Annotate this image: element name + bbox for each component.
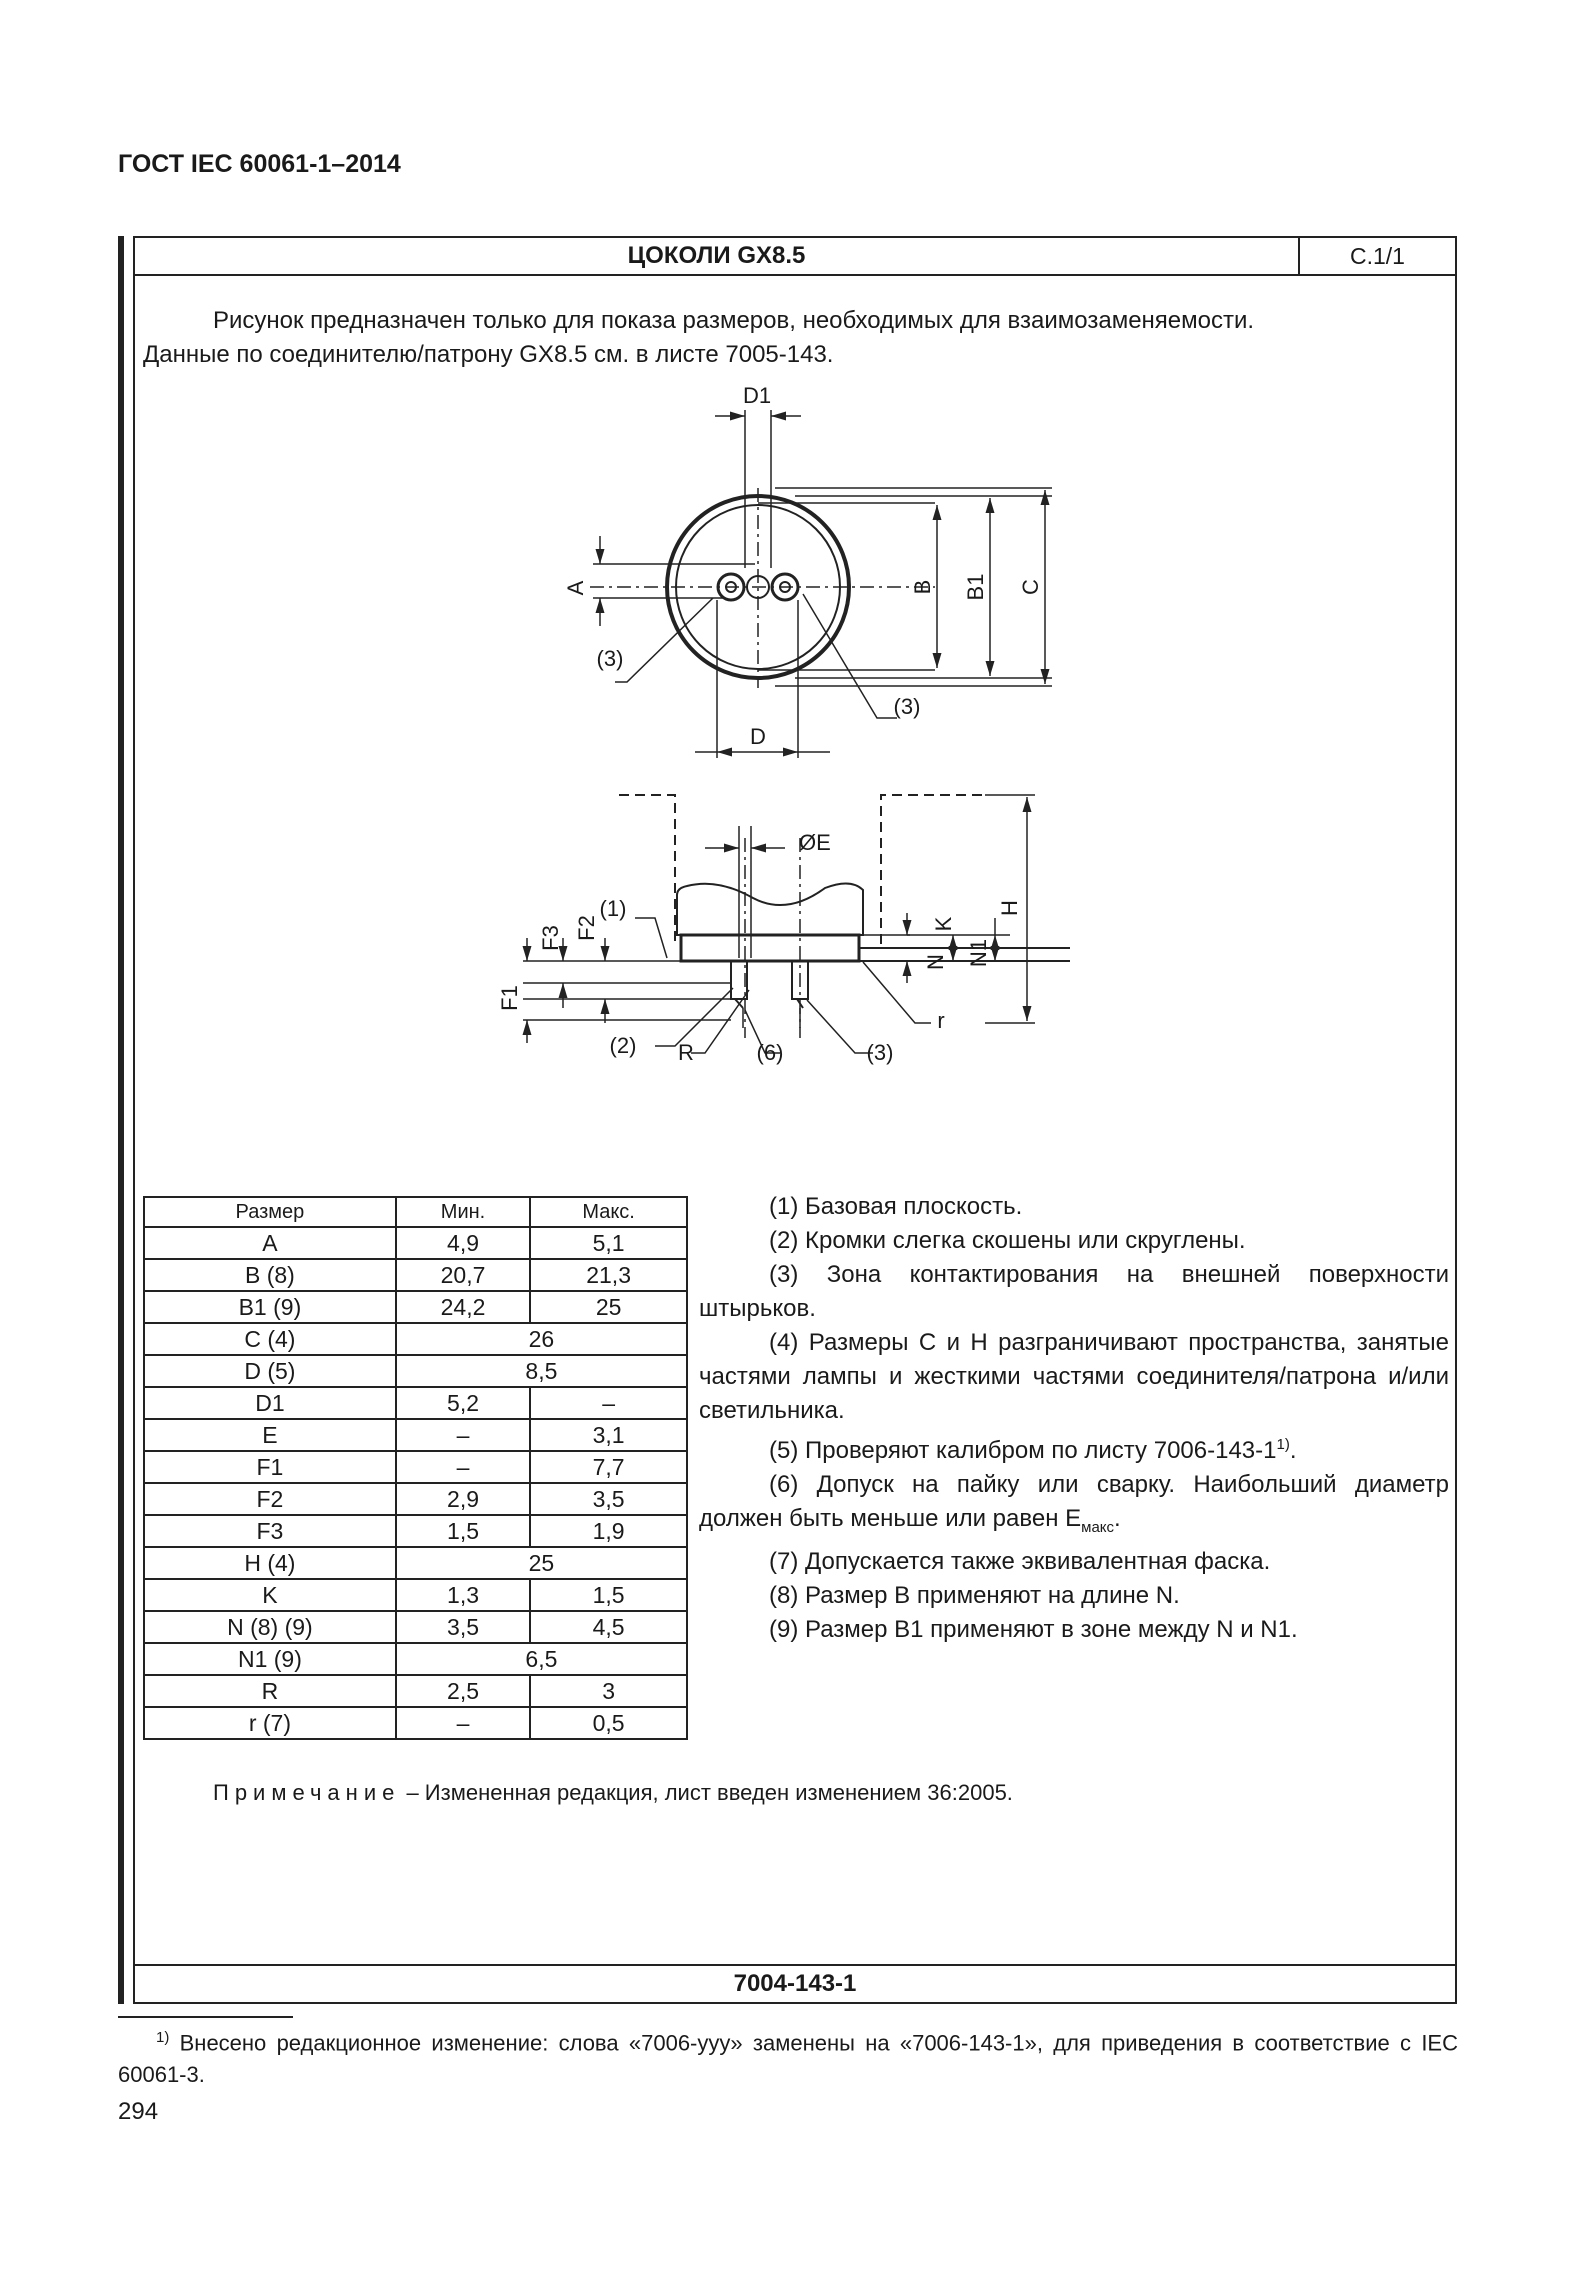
cell: E: [144, 1419, 396, 1451]
table-row: [144, 1515, 687, 1547]
cell: D1: [144, 1387, 396, 1419]
cell: F2: [144, 1483, 396, 1515]
label-H: H: [997, 900, 1022, 916]
note-6: [699, 1468, 1449, 1545]
table-header-row: [144, 1197, 687, 1227]
footnote-text: Внесено редакционное изменение: слова «7006-yyy» заменены на «7006-143-1», для приведения в соответствие с IEC 60061-3.: [118, 2030, 1458, 2088]
label-r: r: [937, 1008, 945, 1033]
note-6-end: .: [1114, 1505, 1121, 1532]
cell: D (5): [144, 1355, 396, 1387]
note-9: (9) Размер B1 применяют в зоне между N и N1.: [769, 1615, 1298, 1643]
cell: 25: [396, 1547, 687, 1579]
label-K: K: [931, 916, 956, 932]
label-N1: N1: [966, 938, 991, 968]
cell: 3: [530, 1675, 687, 1707]
cell: –: [396, 1707, 530, 1739]
label-6: (6): [756, 1040, 784, 1065]
cell: 1,9: [530, 1515, 687, 1547]
cell: B1 (9): [144, 1291, 396, 1323]
table-row: [144, 1579, 687, 1611]
cell: 24,2: [396, 1291, 530, 1323]
cell: F1: [144, 1451, 396, 1483]
table-row: [144, 1259, 687, 1291]
remark-label: Примечание: [213, 1780, 401, 1805]
footnote-divider: [118, 2016, 293, 2018]
label-D: D: [750, 724, 766, 749]
label-2: (2): [609, 1033, 637, 1058]
cell: –: [396, 1419, 530, 1451]
sheet-title: ЦОКОЛИ GX8.5: [135, 238, 1300, 274]
note-1: (1) Базовая плоскость.: [769, 1193, 1023, 1220]
page-number: 294: [118, 2098, 159, 2125]
cell: K: [144, 1579, 396, 1611]
table-row: [144, 1547, 687, 1579]
col-min: Мин.: [396, 1197, 530, 1227]
note-5-footnote-ref: 1): [1276, 1436, 1290, 1453]
note-5-end: .: [1289, 1437, 1297, 1464]
remark: [213, 1780, 1013, 1806]
table-row: [144, 1419, 687, 1451]
footnote-marker: 1): [156, 2029, 170, 2046]
note-2: (2) Кромки слегка скошены или скруглены.: [769, 1227, 1246, 1254]
label-N: N: [923, 954, 948, 970]
label-R: R: [678, 1040, 694, 1065]
note-4: (4) Размеры С и Н разграничивают пространства, занятые частями лампы и жесткими частями соединителя/патрона и/или светильника.: [699, 1329, 1449, 1424]
cell: 1,5: [530, 1579, 687, 1611]
table-row: [144, 1291, 687, 1323]
label-3-top-right: (3): [893, 694, 921, 719]
remark-text: – Измененная редакция, лист введен изменением 36:2005.: [400, 1780, 1013, 1805]
cell: –: [530, 1387, 687, 1419]
note-5: [699, 1428, 1449, 1468]
standard-sheet-frame: [133, 236, 1457, 2004]
col-max: Макс.: [530, 1197, 687, 1227]
note-6-text: (6) Допуск на пайку или сварку. Наибольший диаметр должен быть меньше или равен E: [699, 1471, 1449, 1532]
cell: A: [144, 1227, 396, 1259]
table-row: [144, 1675, 687, 1707]
col-size: Размер: [144, 1197, 396, 1227]
cell: 6,5: [396, 1643, 687, 1675]
table-row: [144, 1611, 687, 1643]
cell: C (4): [144, 1323, 396, 1355]
base-plate: [681, 935, 859, 961]
cell: H (4): [144, 1547, 396, 1579]
note-5-text: (5) Проверяют калибром по листу 7006-143-1: [769, 1437, 1277, 1464]
table-row: [144, 1227, 687, 1259]
note-3: (3) Зона контактирования на внешней поверхности штырьков.: [699, 1261, 1449, 1322]
cell: 3,1: [530, 1419, 687, 1451]
intro-line-2: Данные по соединителю/патрону GX8.5 см. в листе 7005-143.: [143, 341, 834, 368]
cell: –: [396, 1451, 530, 1483]
label-D1: D1: [742, 383, 772, 408]
cell: F3: [144, 1515, 396, 1547]
note-7: (7) Допускается также эквивалентная фаска.: [769, 1547, 1271, 1575]
sheet-number: 7004-143-1: [135, 1964, 1455, 2002]
label-F1: F1: [497, 985, 522, 1011]
sheet-page: С.1/1: [1350, 243, 1405, 269]
label-A: A: [563, 580, 588, 596]
footnote: [118, 2022, 1458, 2091]
cell: 1,3: [396, 1579, 530, 1611]
lamp-bulb-outline: [677, 883, 863, 935]
cell: 8,5: [396, 1355, 687, 1387]
cell: 1,5: [396, 1515, 530, 1547]
cell: R: [144, 1675, 396, 1707]
label-3-top-left: (3): [596, 646, 624, 671]
table-row: [144, 1707, 687, 1739]
frame-bar: [118, 236, 124, 2004]
table-row: [144, 1355, 687, 1387]
cell: 20,7: [396, 1259, 530, 1291]
cell: 25: [530, 1291, 687, 1323]
cell: 7,7: [530, 1451, 687, 1483]
cell: r (7): [144, 1707, 396, 1739]
cell: 5,2: [396, 1387, 530, 1419]
label-E: ØE: [799, 830, 831, 855]
label-B: B: [910, 579, 935, 595]
label-1: (1): [599, 896, 627, 921]
cell: 4,9: [396, 1227, 530, 1259]
table-row: [144, 1451, 687, 1483]
cell: 2,9: [396, 1483, 530, 1515]
intro-line-1: Рисунок предназначен только для показа размеров, необходимых для взаимозаменяемости.: [213, 307, 1255, 334]
cell: N (8) (9): [144, 1611, 396, 1643]
cell: 5,1: [530, 1227, 687, 1259]
table-row: [144, 1643, 687, 1675]
label-F3: F3: [538, 925, 563, 951]
label-3-side: (3): [866, 1040, 894, 1065]
note-6-subscript: макс: [1081, 1518, 1115, 1536]
technical-drawing: [135, 238, 1457, 1188]
table-row: [144, 1387, 687, 1419]
cell: 0,5: [530, 1707, 687, 1739]
note-8: (8) Размер B применяют на длине N.: [769, 1581, 1180, 1609]
cell: 26: [396, 1323, 687, 1355]
cell: N1 (9): [144, 1643, 396, 1675]
cell: 3,5: [396, 1611, 530, 1643]
table-row: [144, 1483, 687, 1515]
label-C: C: [1018, 579, 1043, 595]
table-row: [144, 1323, 687, 1355]
cell: 2,5: [396, 1675, 530, 1707]
notes-list: [699, 1190, 1449, 1647]
cell: 3,5: [530, 1483, 687, 1515]
document-header: ГОСТ IEC 60061-1–2014: [118, 150, 401, 178]
cell: 4,5: [530, 1611, 687, 1643]
label-F2: F2: [574, 915, 599, 941]
dimensions-table: [143, 1196, 688, 1740]
label-B1: B1: [963, 573, 988, 601]
cell: 21,3: [530, 1259, 687, 1291]
cell: B (8): [144, 1259, 396, 1291]
